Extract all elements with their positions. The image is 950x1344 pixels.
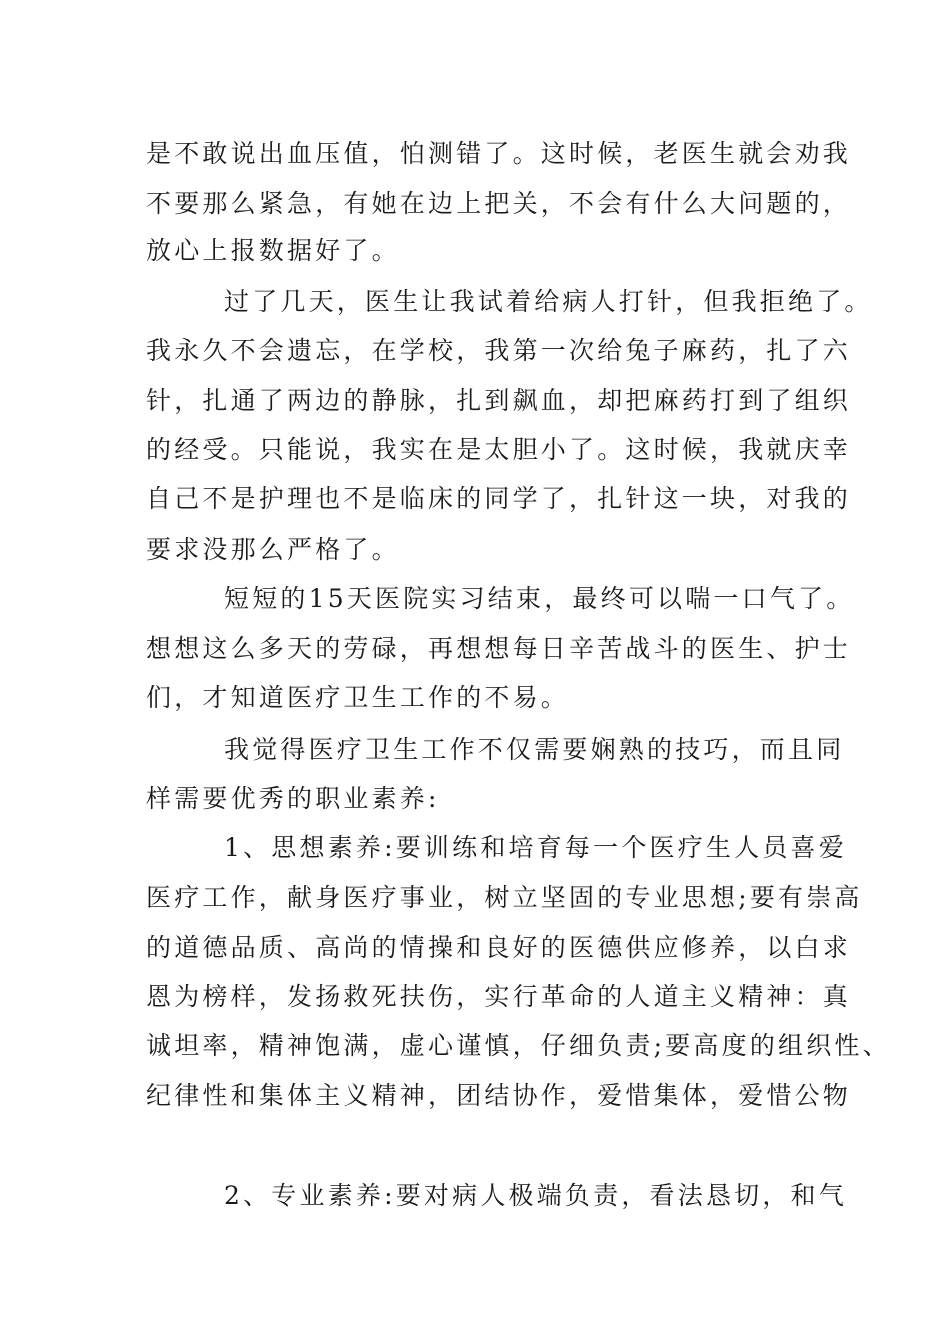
text-line: 们，才知道医疗卫生工作的不易。	[146, 683, 570, 712]
text-line: 要求没那么严格了。	[146, 535, 400, 564]
paragraph-first-line: 短短的15天医院实习结束，最终可以喘一口气了。	[224, 584, 855, 613]
text-line: 纪律性和集体主义精神，团结协作，爱惜集体，爱惜公物	[146, 1081, 852, 1110]
text-line: 放心上报数据好了。	[146, 236, 400, 265]
paragraph-first-line: 我觉得医疗卫生工作不仅需要娴熟的技巧，而且同	[224, 735, 845, 764]
text-line: 的道德品质、高尚的情操和良好的医德供应修养，以白求	[146, 933, 852, 962]
text-line: 恩为榜样，发扬救死扶伤，实行革命的人道主义精神：真	[146, 982, 852, 1011]
list-item-first-line: 2、专业素养:要对病人极端负责，看法恳切，和气	[224, 1181, 847, 1210]
text-line: 我永久不会遗忘，在学校，我第一次给兔子麻药，扎了六	[146, 336, 852, 365]
text-line: 样需要优秀的职业素养:	[146, 784, 440, 813]
list-item-first-line: 1、思想素养:要训练和培育每一个医疗生人员喜爱	[224, 833, 847, 862]
text-line: 诚坦率，精神饱满，虚心谨慎，仔细负责;要高度的组织性、	[146, 1031, 891, 1060]
paragraph-first-line: 过了几天，医生让我试着给病人打针，但我拒绝了。	[224, 287, 873, 316]
text-line: 医疗工作，献身医疗事业，树立坚固的专业思想;要有崇高	[146, 883, 863, 912]
text-line: 是不敢说出血压值，怕测错了。这时候，老医生就会劝我	[146, 139, 852, 168]
text-line: 的经受。只能说，我实在是太胆小了。这时候，我就庆幸	[146, 435, 852, 464]
text-line: 针，扎通了两边的静脉，扎到飙血，却把麻药打到了组织	[146, 386, 852, 415]
text-line: 自己不是护理也不是临床的同学了，扎针这一块，对我的	[146, 484, 852, 513]
text-line: 想想这么多天的劳碌，再想想每日辛苦战斗的医生、护士	[146, 634, 852, 663]
text-line: 不要那么紧急，有她在边上把关，不会有什么大问题的，	[146, 189, 852, 218]
